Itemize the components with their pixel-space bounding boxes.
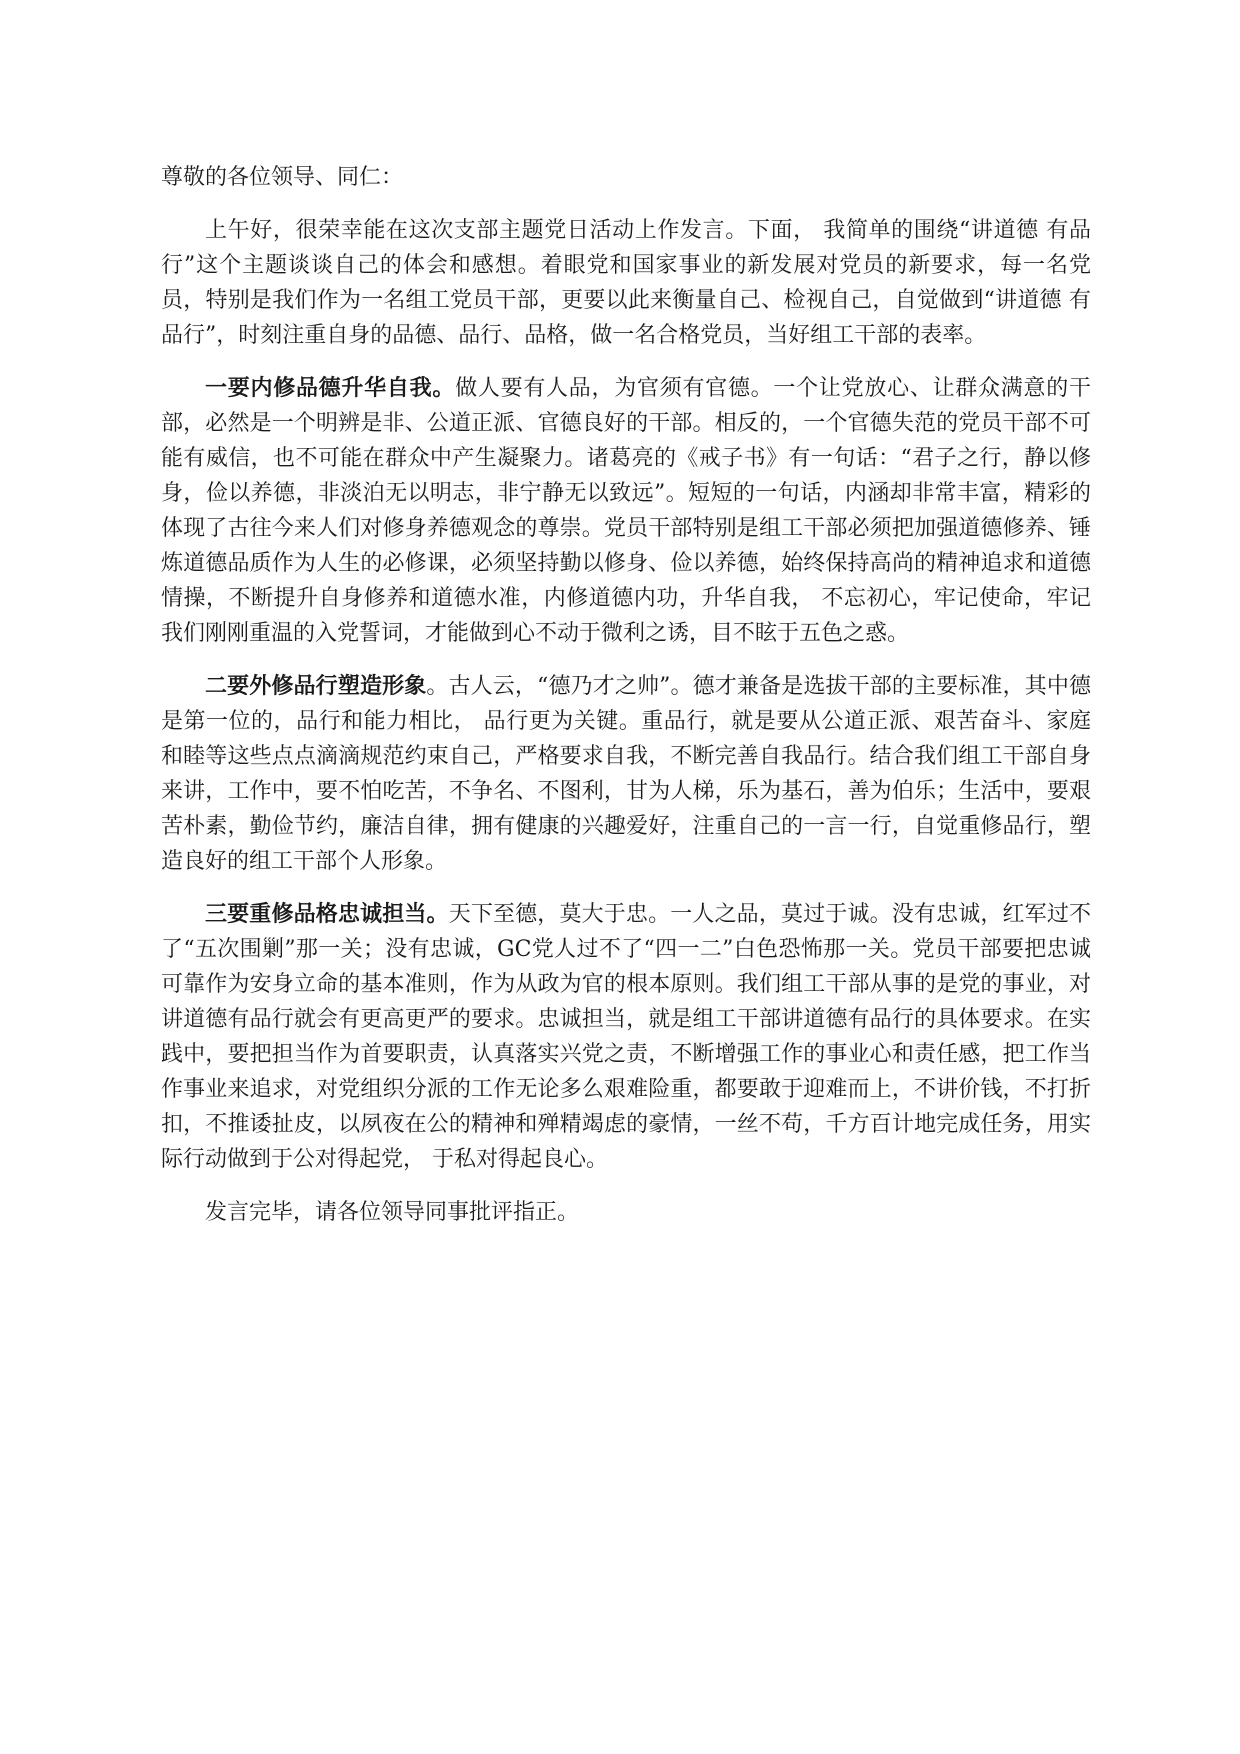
section-1-body: 做人要有人品，为官须有官德。一个让党放心、让群众满意的干部，必然是一个明辨是非、公道正派、官德良好的干部。相反的，一个官德失范的党员干部不可能有威信，也不可能在群众中产生凝聚力。诸葛亮的《戒子书》有一句话：“君子之行，静以修身，俭以养德，非淡泊无以明志，非宁静无以致远”。短短的一句话，内涵却非常丰富，精彩的体现了古往今来人们对修身养德观念的尊崇。党员干部特别是组工干部必须把加强道德修养、锤炼道德品质作为人生的必修课，必须坚持勤以修身、俭以养德，始终保持高尚的精神追求和道德情操，不断提升自身修养和道德水准，内修道德内功，升华自我， 不忘初心，牢记使命，牢记我们刚刚重温的入党誓词，才能做到心不动于微利之诱，目不眩于五色之惑。 [161,376,1091,646]
section-3-heading: 三要重修品格忠诚担当。 [205,901,449,927]
closing-paragraph: 发言完毕，请各位领导同事批评指正。 [205,1200,580,1225]
speech-text [161,160,1091,1248]
section-3-paragraph [161,897,1091,1177]
section-1-paragraph [161,371,1091,651]
intro-paragraph: 上午好，很荣幸能在这次支部主题党日活动上作发言。下面， 我简单的围绕“讲道德 有品行”这个主题谈谈自己的体会和感想。着眼党和国家事业的新发展对党员的新要求，每一名党员，特别是我们作为一名组工党员干部，更要以此来衡量自己、检视自己，自觉做到“讲道德 有品行”，时刻注重自身的品德、品行、品格，做一名合格党员，当好组工干部的表率。 [161,218,1091,348]
section-1-heading: 一要内修品德升华自我。 [205,375,456,401]
section-2-heading: 二要外修品行塑造形象 [205,673,427,699]
section-2-paragraph [161,669,1091,879]
salutation: 尊敬的各位领导、同仁： [161,165,404,190]
section-2-body: 。古人云，“德乃才之帅”。德才兼备是选拔干部的主要标准，其中德是第一位的，品行和能力相比， 品行更为关键。重品行，就是要从公道正派、艰苦奋斗、家庭和睦等这些点点滴滴规范约束自己，严格要求自我，不断完善自我品行。结合我们组工干部自身来讲，工作中，要不怕吃苦，不争名、不图利，甘为人梯，乐为基石，善为伯乐；生活中，要艰苦朴素，勤俭节约，廉洁自律，拥有健康的兴趣爱好，注重自己的一言一行，自觉重修品行，塑造良好的组工干部个人形象。 [161,674,1091,874]
section-3-body: 天下至德，莫大于忠。一人之品，莫过于诚。没有忠诚，红军过不了“五次围剿”那一关；没有忠诚，GC党人过不了“四一二”白色恐怖那一关。党员干部要把忠诚可靠作为安身立命的基本准则，作为从政为官的根本原则。我们组工干部从事的是党的事业，对讲道德有品行就会有更高更严的要求。忠诚担当，就是组工干部讲道德有品行的具体要求。在实践中，要把担当作为首要职责，认真落实兴党之责，不断增强工作的事业心和责任感，把工作当作事业来追求，对党组织分派的工作无论多么艰难险重，都要敢于迎难而上，不讲价钱，不打折扣，不推诿扯皮，以夙夜在公的精神和殚精竭虑的豪情，一丝不苟，千方百计地完成任务，用实际行动做到于公对得起党， 于私对得起良心。 [161,902,1091,1172]
